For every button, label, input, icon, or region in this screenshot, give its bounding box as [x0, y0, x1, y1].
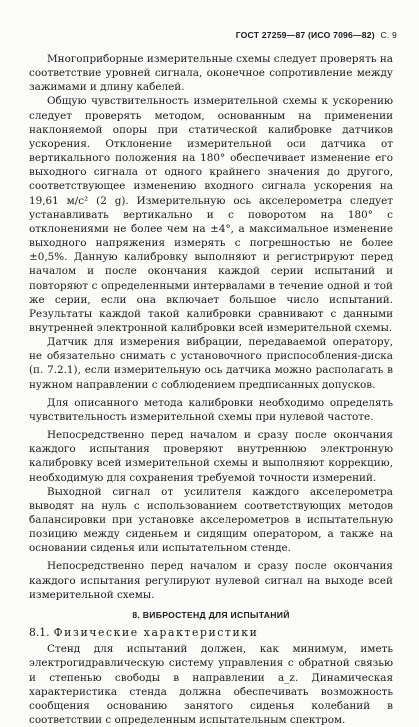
document-body	[29, 52, 393, 727]
subsection-number: 8.1.	[29, 626, 50, 640]
page-number: С. 9	[380, 30, 397, 40]
paragraph-electronic-calibration: Непосредственно перед началом и сразу после окончания каждого испытания проверяют внутреннюю электронную калибровку всей измерительной схемы и выполняют коррекцию, необходимую для сохранения требуемой точности измерений.	[29, 429, 393, 484]
paragraph-transducer: Датчик для измерения вибрации, передаваемой оператору, не обязательно снимать с установочного приспособления-диска (п. 7.2.1), если измерительную ось датчика можно располагать в нужном направлении с соблюдением предписанных допусков.	[29, 336, 393, 391]
paragraph-zero-frequency: Для описанного метода калибровки необходимо определять чувствительность измерительной схемы при нулевой частоте.	[29, 396, 393, 423]
paragraph-multi-instrument: Многоприборные измерительные схемы следует проверять на соответствие уровней сигнала, оконечное сопротивление между зажимами и длину кабелей.	[29, 53, 393, 94]
paragraph-output-signal: Выходной сигнал от усилителя каждого акселерометра выводят на нуль с использованием соответствующих методов балансировки при установке акселерометров в испытательную позицию между сиденьем и сидящим оператором, а также на основании сиденья или испытательном стенде.	[29, 485, 393, 555]
paragraph-test-rig: Стенд для испытаний должен, как минимум, иметь электрогидравлическую систему управления с обратной связью и степенью свободы в направлении a_z. Динамическая характеристика стенда должна обеспечивать возможность сообщения основанию занятого сиденья колебаний в соответствии с определенным испытательным спектром.	[29, 643, 393, 727]
paragraph-sensitivity: Общую чувствительность измерительной схемы к ускорению следует проверять методом, основанным на применении наклоняемой опоры при статической калибровке датчиков ускорения. Отклонение измерительной оси датчика от вертикального положения на 180° обеспечивает изменение его выходного сигнала от одного крайнего значения до другого, соответствующее изменению входного сигнала ускорения на 19,61 м/с² (2 g). Измерительную ось акселерометра следует устанавливать вертикально и с поворотом на 180° с отклонениями не более чем на ±4°, а максимальное изменение выходного напряжения измерять с погрешностью не более ±0,5%. Данную калибровку выполняют и регистрируют перед началом и после окончания каждой серии испытаний и повторяют с определенными интервалами в течение одной и той же серии, если она включает большое число испытаний. Результаты каждой такой калибровки сравнивают с данными внутренней электронной калибровки всей измерительной схемы.	[29, 95, 393, 334]
standard-designation: ГОСТ 27259—87 (ИСО 7096—82)	[235, 30, 375, 40]
subsection-heading	[29, 626, 393, 640]
subsection-title: Физические характеристики	[53, 626, 259, 640]
page-header	[236, 30, 397, 40]
section-heading: 8. ВИБРОСТЕНД ДЛЯ ИСПЫТАНИЙ	[132, 609, 290, 620]
paragraph-zero-adjust: Непосредственно перед началом и сразу после окончания каждого испытания регулируют нулевой сигнал на выходе всей измерительной схемы.	[29, 560, 393, 601]
